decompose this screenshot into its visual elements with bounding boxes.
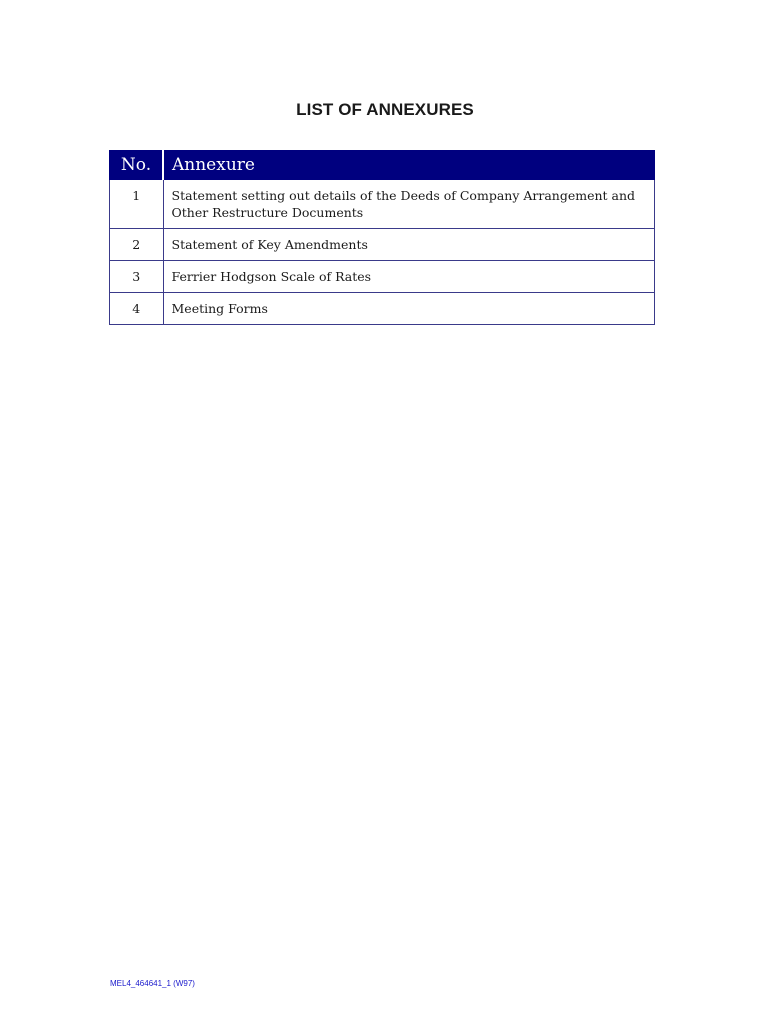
annexure-title: Statement of Key Amendments: [163, 229, 655, 261]
annexure-title: Meeting Forms: [163, 293, 655, 325]
annexure-number: 1: [110, 180, 164, 229]
annexure-number: 2: [110, 229, 164, 261]
table-row: [110, 229, 655, 261]
table-header-row: [110, 151, 655, 180]
annexure-number: 4: [110, 293, 164, 325]
table-row: [110, 261, 655, 293]
column-header-no: No.: [110, 151, 164, 180]
annexure-title: Statement setting out details of the Deeds of Company Arrangement and Other Restructure Documents: [163, 180, 655, 229]
table-row: [110, 180, 655, 229]
annexure-title: Ferrier Hodgson Scale of Rates: [163, 261, 655, 293]
annexure-table: [109, 150, 655, 325]
table-row: [110, 293, 655, 325]
document-reference: MEL4_464641_1 (W97): [110, 979, 195, 988]
annexure-number: 3: [110, 261, 164, 293]
column-header-annexure: Annexure: [163, 151, 655, 180]
page-title: LIST OF ANNEXURES: [296, 100, 474, 119]
